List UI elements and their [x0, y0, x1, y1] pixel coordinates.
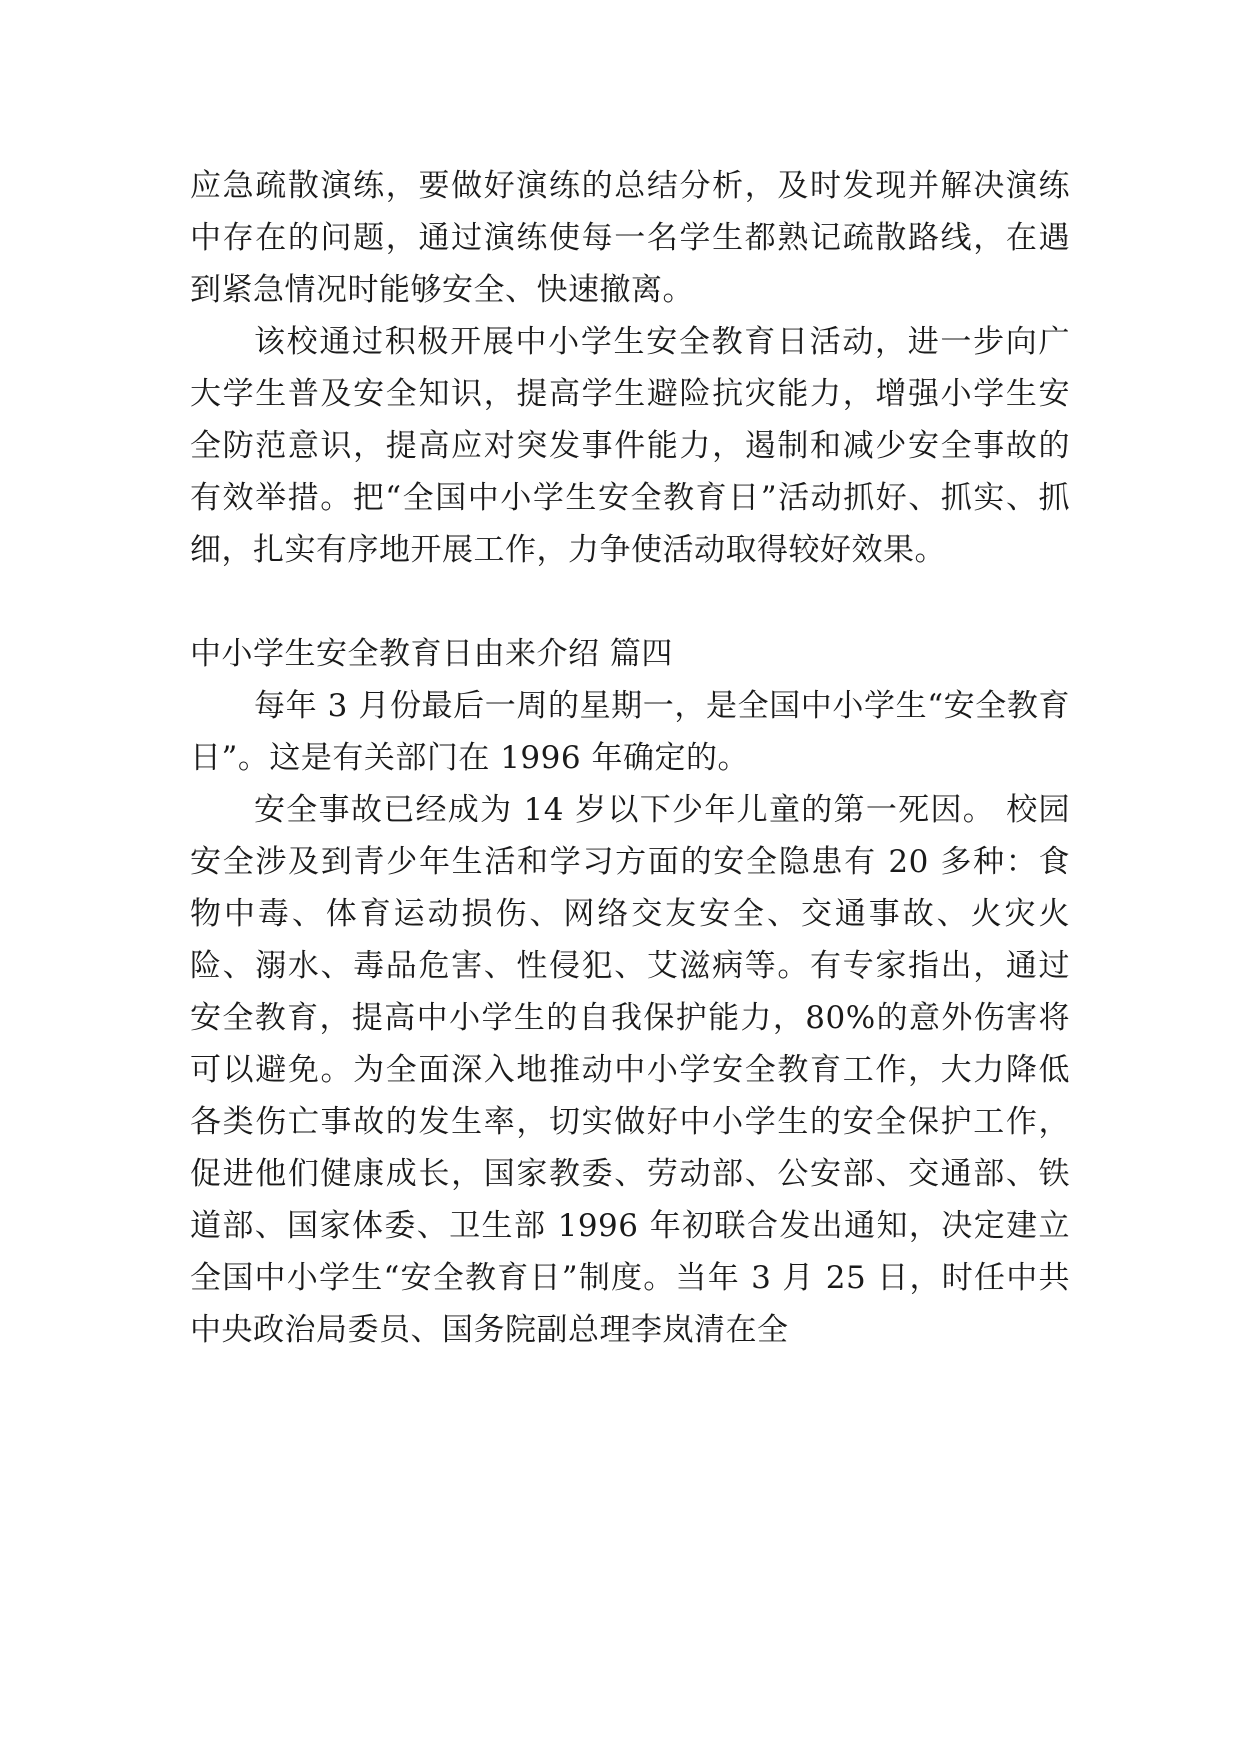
paragraph-school-activity: 该校通过积极开展中小学生安全教育日活动，进一步向广大学生普及安全知识，提高学生避险抗灾能力，增强小学生安全防范意识，提高应对突发事件能力，遏制和减少安全事故的有效举措。把“全国中小学生安全教育日”活动抓好、抓实、抓细，扎实有序地开展工作，力争使活动取得较好效果。 [190, 324, 1070, 568]
paragraph-evacuation-drill: 应急疏散演练，要做好演练的总结分析，及时发现并解决演练中存在的问题，通过演练使每一名学生都熟记疏散路线，在遇到紧急情况时能够安全、快速撤离。 [190, 168, 1070, 308]
section-heading: 中小学生安全教育日由来介绍 篇四 [190, 636, 673, 672]
section-spacer [190, 576, 1070, 628]
paragraph-safety-day-origin: 安全事故已经成为 14 岁以下少年儿童的第一死因。 校园安全涉及到青少年生活和学习方面的安全隐患有 20 多种：食物中毒、体育运动损伤、网络交友安全、交通事故、火灾火险、溺水、毒品危害、性侵犯、艾滋病等。有专家指出，通过安全教育，提高中小学生的自我保护能力，80%的意外伤害将可以避免。为全面深入地推动中小学安全教育工作，大力降低各类伤亡事故的发生率，切实做好中小学生的安全保护工作，促进他们健康成长，国家教委、劳动部、公安部、交通部、铁道部、国家体委、卫生部 1996 年初联合发出通知，决定建立全国中小学生“安全教育日”制度。当年 3 月 25 日，时任中共中央政治局委员、国务院副总理李岚清在全 [190, 792, 1070, 1348]
document-body [190, 160, 1070, 1356]
paragraph-safety-day-date: 每年 3 月份最后一周的星期一，是全国中小学生“安全教育日”。这是有关部门在 1996 年确定的。 [190, 688, 1070, 776]
